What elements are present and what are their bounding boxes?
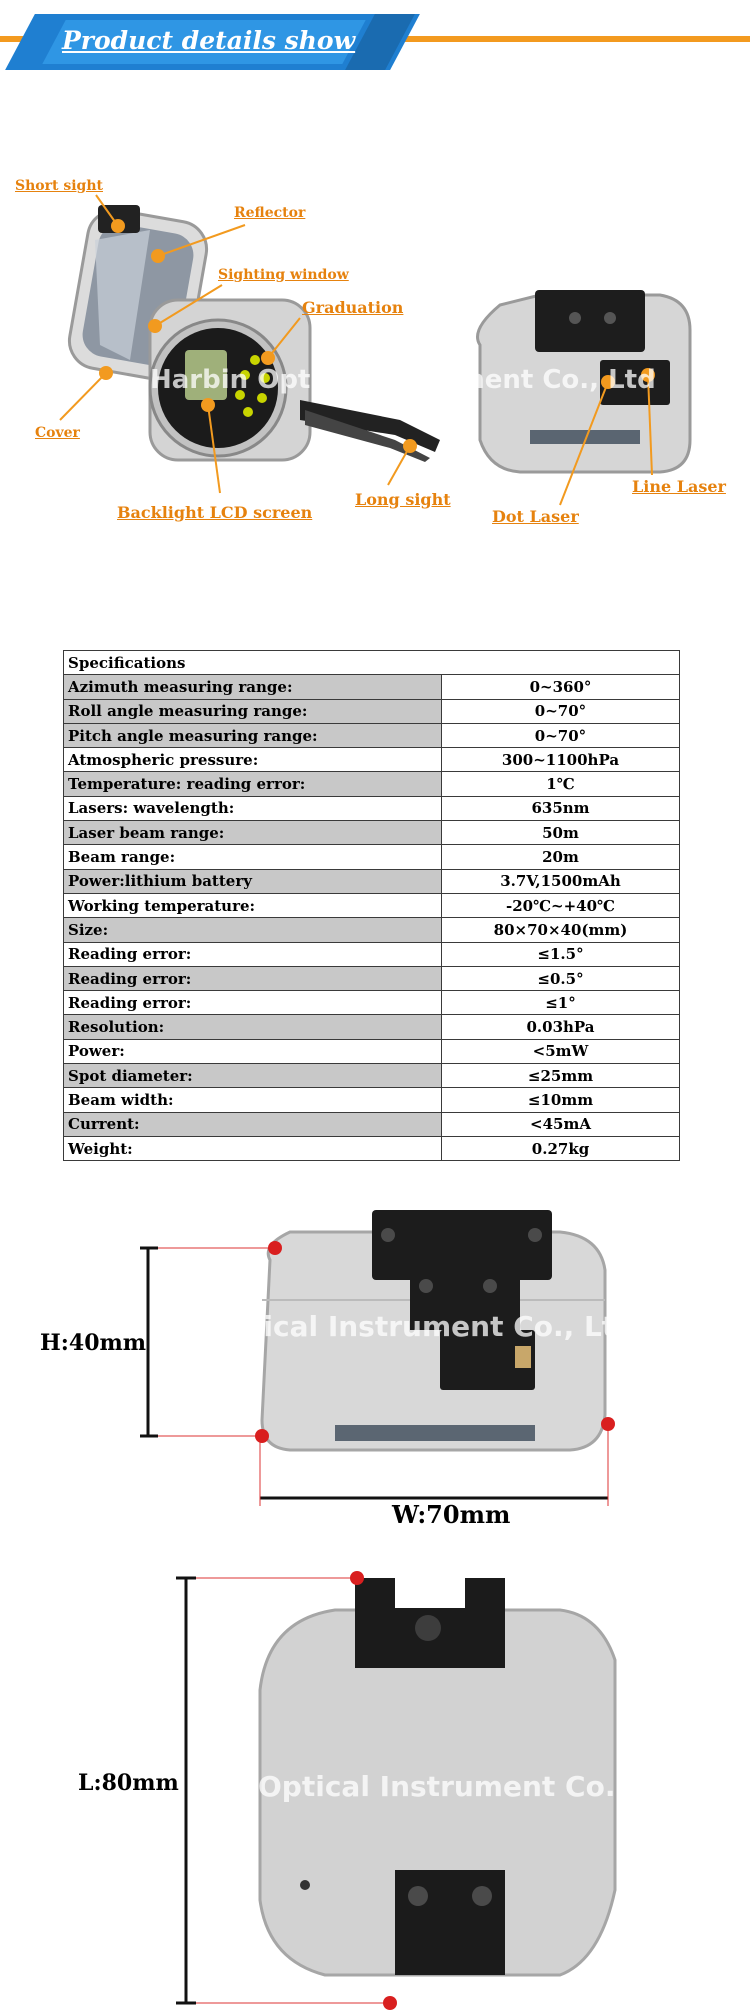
spec-value: 3.7V,1500mAh (442, 869, 680, 893)
table-header: Specifications (64, 651, 680, 675)
spec-name: Reading error: (64, 991, 442, 1015)
label-sighting-window: Sighting window (218, 267, 349, 283)
spec-value: 20m (442, 845, 680, 869)
spec-value: 0~70° (442, 699, 680, 723)
spec-name: Current: (64, 1112, 442, 1136)
spec-name: Spot diameter: (64, 1064, 442, 1088)
spec-name: Resolution: (64, 1015, 442, 1039)
spec-name: Temperature: reading error: (64, 772, 442, 796)
spec-value: 0.27kg (442, 1136, 680, 1160)
spec-name: Lasers: wavelength: (64, 796, 442, 820)
spec-value: ≤10mm (442, 1088, 680, 1112)
label-dot-laser: Dot Laser (492, 507, 579, 526)
spec-name: Working temperature: (64, 893, 442, 917)
spec-value: 80×70×40(mm) (442, 918, 680, 942)
label-graduation: Graduation (302, 298, 404, 317)
spec-name: Weight: (64, 1136, 442, 1160)
spec-value: 0~360° (442, 675, 680, 699)
label-cover: Cover (35, 425, 80, 441)
spec-value: ≤1° (442, 991, 680, 1015)
length-bottom-bracket (395, 1870, 505, 1975)
spec-value: 300~1100hPa (442, 748, 680, 772)
spec-name: Beam range: (64, 845, 442, 869)
label-long-sight: Long sight (355, 490, 451, 509)
spec-value: 1℃ (442, 772, 680, 796)
spec-value: ≤0.5° (442, 966, 680, 990)
spec-value: ≤25mm (442, 1064, 680, 1088)
spec-value: 0~70° (442, 723, 680, 747)
label-short-sight: Short sight (15, 178, 103, 194)
spec-name: Power:lithium battery (64, 869, 442, 893)
spec-name: Beam width: (64, 1088, 442, 1112)
label-line-laser: Line Laser (632, 477, 726, 496)
figure2-watermark: tical Instrument Co., Ltd (250, 1310, 636, 1343)
spec-value: ≤1.5° (442, 942, 680, 966)
spec-name: Reading error: (64, 942, 442, 966)
length-label: L:80mm (78, 1770, 179, 1796)
spec-value: 0.03hPa (442, 1015, 680, 1039)
label-backlight-lcd: Backlight LCD screen (117, 503, 313, 522)
spec-value: 50m (442, 821, 680, 845)
height-label: H:40mm (40, 1330, 147, 1356)
spec-name: Pitch angle measuring range: (64, 723, 442, 747)
spec-name: Reading error: (64, 966, 442, 990)
header-title: Product details show (62, 26, 356, 55)
label-reflector: Reflector (234, 205, 306, 221)
figure1-watermark: Harbin Optical Instrument Co., Ltd (150, 365, 656, 395)
spec-value: 635nm (442, 796, 680, 820)
spec-name: Size: (64, 918, 442, 942)
spec-value: <45mA (442, 1112, 680, 1136)
spec-name: Roll angle measuring range: (64, 699, 442, 723)
spec-value: <5mW (442, 1039, 680, 1063)
spec-name: Power: (64, 1039, 442, 1063)
spec-name: Laser beam range: (64, 821, 442, 845)
figure3-watermark: Optical Instrument Co., (258, 1770, 627, 1803)
spec-name: Atmospheric pressure: (64, 748, 442, 772)
spec-value: -20℃~+40℃ (442, 893, 680, 917)
spec-name: Azimuth measuring range: (64, 675, 442, 699)
width-label: W:70mm (392, 1500, 511, 1529)
